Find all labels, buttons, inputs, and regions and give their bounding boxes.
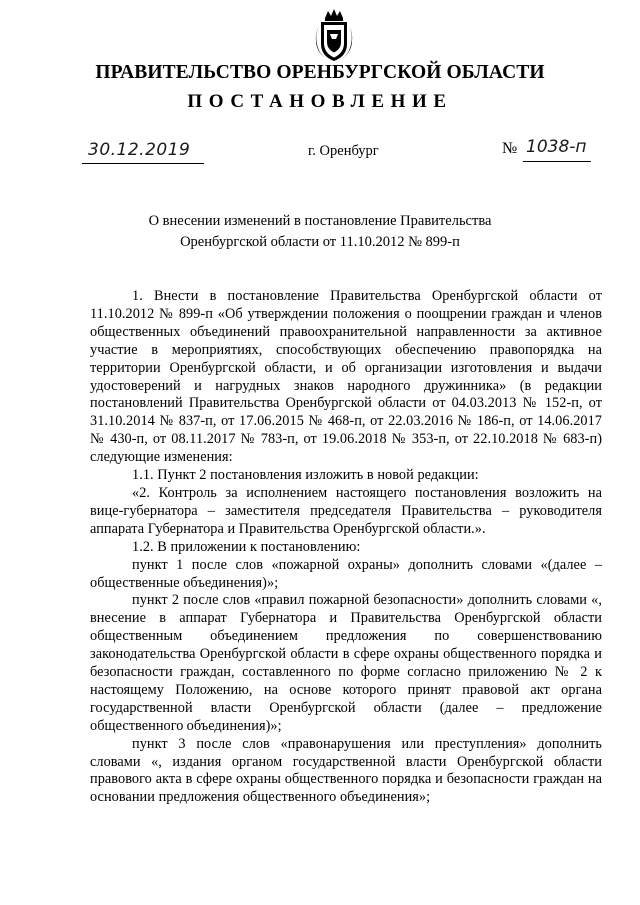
paragraph-item-3-change: пункт 3 после слов «правонарушения или преступления» дополнить словами «, издания органом государственной власти Оренбургской области правового акта в сфере охраны общественного порядка и безопасности граждан на основании предложения общественного объединения»; (90, 735, 602, 806)
number-label: № (502, 140, 518, 157)
document-number: 1038-п (526, 137, 587, 157)
coat-of-arms-emblem (311, 8, 357, 64)
government-title: ПРАВИТЕЛЬСТВО ОРЕНБУРГСКОЙ ОБЛАСТИ (95, 62, 545, 83)
document-subject (0, 211, 640, 253)
paragraph-quoted-item-2: «2. Контроль за исполнением настоящего постановления возложить на вице-губернатора – заместителя председателя Правительства – руководителя аппарата Губернатора и Правительства Оренбургской области.». (90, 484, 602, 537)
document-city: г. Оренбург (308, 143, 379, 159)
subject-line: Оренбургской области от 11.10.2012 № 899-п (180, 234, 460, 250)
paragraph-1-1: 1.1. Пункт 2 постановления изложить в новой редакции: (132, 467, 479, 484)
paragraph-1: 1. Внести в постановление Правительства Оренбургской области от 11.10.2012 № 899-п «Об утверждении положения о поощрении граждан и членов общественных объединений правоохранительной направленности за активное участие в мероприятиях, способствующих обеспечению правопорядка на территории Оренбургской области, и об организации изготовления и выдачи удостоверений и нагрудных знаков народного дружинника» (в редакции постановлений Правительства Оренбургской области от 04.03.2013 № 152-п, от 31.10.2014 № 837-п, от 17.06.2015 № 468-п, от 22.03.2016 № 186-п, от 14.06.2017 № 430-п, от 08.11.2017 № 783-п, от 19.06.2018 № 353-п, от 22.10.2018 № 683-п) следующие изменения: (90, 288, 602, 466)
paragraph-item-2-change: пункт 2 после слов «правил пожарной безопасности» дополнить словами «, внесение в аппарат Губернатора и Правительства Оренбургской области общественным объединением предложения по совершенствованию законодательства Оренбургской области в сфере охраны общественного порядка и безопасности граждан, составленного по форме согласно приложению № 2 к настоящему Положению, на основе которого принят правовой акт органа государственной власти Оренбургской области (далее – предложение общественного объединения)»; (90, 592, 602, 734)
date-underline (82, 163, 204, 164)
document-body (90, 288, 602, 807)
document-date: 30.12.2019 (88, 140, 191, 160)
subject-line: О внесении изменений в постановление Правительства (148, 213, 492, 229)
number-underline (523, 161, 591, 162)
paragraph-1-2: 1.2. В приложении к постановлению: (132, 538, 361, 555)
paragraph-item-1-change: пункт 1 после слов «пожарной охраны» дополнить словами «(далее – общественные объединения)»; (90, 556, 602, 591)
document-type: ПОСТАНОВЛЕНИЕ (187, 91, 453, 112)
